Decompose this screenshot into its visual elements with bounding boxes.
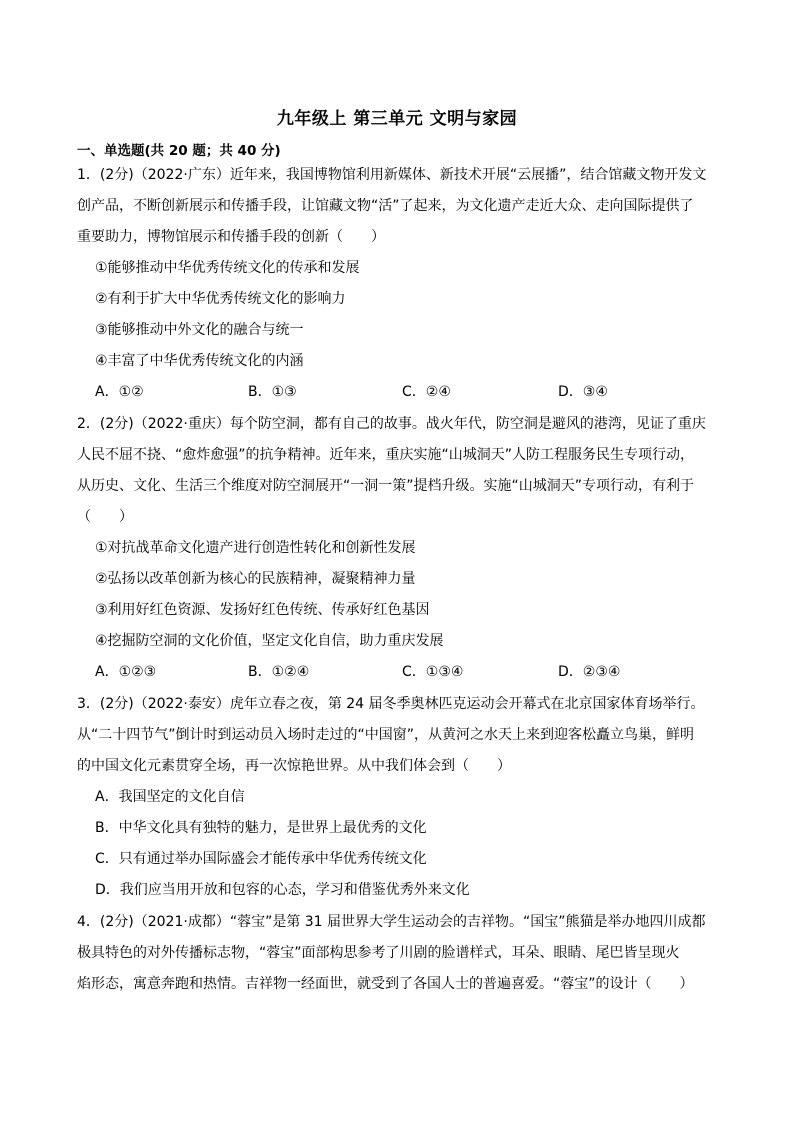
question-1-line-3: 重要助力，博物馆展示和传播手段的创新（ ） bbox=[77, 229, 385, 245]
question-2-choice-b[interactable]: B．①②④ bbox=[248, 664, 310, 680]
question-2-choice-a[interactable]: A．①②③ bbox=[95, 664, 157, 680]
question-2-statement-2: ②弘扬以改革创新为核心的民族精神，凝聚精神力量 bbox=[95, 571, 416, 587]
question-2-statement-3: ③利用好红色资源、发扬好红色传统、传承好红色基因 bbox=[95, 602, 430, 618]
document-title: 九年级上 第三单元 文明与家园 bbox=[276, 109, 518, 129]
question-3-line-2: 从“二十四节气”倒计时到运动员入场时走过的“中国窗”，从黄河之水天上来到迎客松矗立鸟巢，鲜明 bbox=[77, 727, 695, 743]
question-2-line-4: （ ） bbox=[77, 509, 133, 525]
question-1-choice-a[interactable]: A．①② bbox=[95, 384, 144, 400]
question-3-line-3: 的中国文化元素贯穿全场，再一次惊艳世界。从中我们体会到（ ） bbox=[77, 758, 511, 774]
question-2-line-3: 从历史、文化、生活三个维度对防空洞展开“一洞一策”提档升级。实施“山城洞天”专项行动，有利于 bbox=[77, 478, 695, 494]
question-4-line-3: 焰形态，寓意奔跑和热情。吉祥物一经面世，就受到了各国人士的普遍喜爱。“蓉宝”的设计（ ） bbox=[77, 976, 694, 992]
question-1-line-2: 创产品，不断创新展示和传播手段，让馆藏文物“活”了起来，为文化遗产走近大众、走向国际提供了 bbox=[77, 198, 694, 214]
section-heading: 一、单选题(共 20 题；共 40 分) bbox=[77, 143, 281, 159]
question-3-choice-a[interactable]: A．我国坚定的文化自信 bbox=[95, 789, 245, 805]
question-3-line-1: 3．(2分)（2022·泰安）虎年立春之夜，第 24 届冬季奥林匹克运动会开幕式在北京国家体育场举行。 bbox=[77, 696, 705, 712]
question-2-statement-4: ④挖掘防空洞的文化价值，坚定文化自信，助力重庆发展 bbox=[95, 633, 444, 649]
question-1-choice-c[interactable]: C．②④ bbox=[402, 384, 451, 400]
question-1-statement-1: ①能够推动中华优秀传统文化的传承和发展 bbox=[95, 260, 360, 276]
question-3-choice-d[interactable]: D．我们应当用开放和包容的心态，学习和借鉴优秀外来文化 bbox=[95, 882, 470, 898]
question-3-choice-b[interactable]: B．中华文化具有独特的魅力，是世界上最优秀的文化 bbox=[95, 820, 427, 836]
question-4-line-2: 极具特色的对外传播标志物，“蓉宝”面部构思参考了川剧的脸谱样式，耳朵、眼睛、尾巴皆呈现火 bbox=[77, 945, 680, 961]
question-2-choice-c[interactable]: C．①③④ bbox=[402, 664, 464, 680]
question-2-line-2: 人民不屈不挠、“愈炸愈强”的抗争精神。近年来，重庆实施“山城洞天”人防工程服务民生专项行动， bbox=[77, 447, 695, 463]
question-2-statement-1: ①对抗战革命文化遗产进行创造性转化和创新性发展 bbox=[95, 540, 416, 556]
question-3-choice-c[interactable]: C．只有通过举办国际盛会才能传承中华优秀传统文化 bbox=[95, 851, 427, 867]
question-1-choice-b[interactable]: B．①③ bbox=[248, 384, 297, 400]
question-1-line-1: 1．(2分)（2022·广东）近年来，我国博物馆利用新媒体、新技术开展“云展播”，结合馆藏文物开发文 bbox=[77, 167, 707, 183]
question-1-choice-d[interactable]: D．③④ bbox=[558, 384, 608, 400]
question-2-line-1: 2．(2分)（2022·重庆）每个防空洞，都有自己的故事。战火年代，防空洞是避风的港湾，见证了重庆 bbox=[77, 416, 706, 432]
question-2-choice-d[interactable]: D．②③④ bbox=[558, 664, 621, 680]
question-1-statement-2: ②有利于扩大中华优秀传统文化的影响力 bbox=[95, 291, 346, 307]
question-4-line-1: 4．(2分)（2021·成都）“蓉宝”是第 31 届世界大学生运动会的吉祥物。“国宝”熊猫是举办地四川成都 bbox=[77, 914, 706, 930]
question-1-statement-4: ④丰富了中华优秀传统文化的内涵 bbox=[95, 353, 304, 369]
question-1-statement-3: ③能够推动中外文化的融合与统一 bbox=[95, 322, 304, 338]
